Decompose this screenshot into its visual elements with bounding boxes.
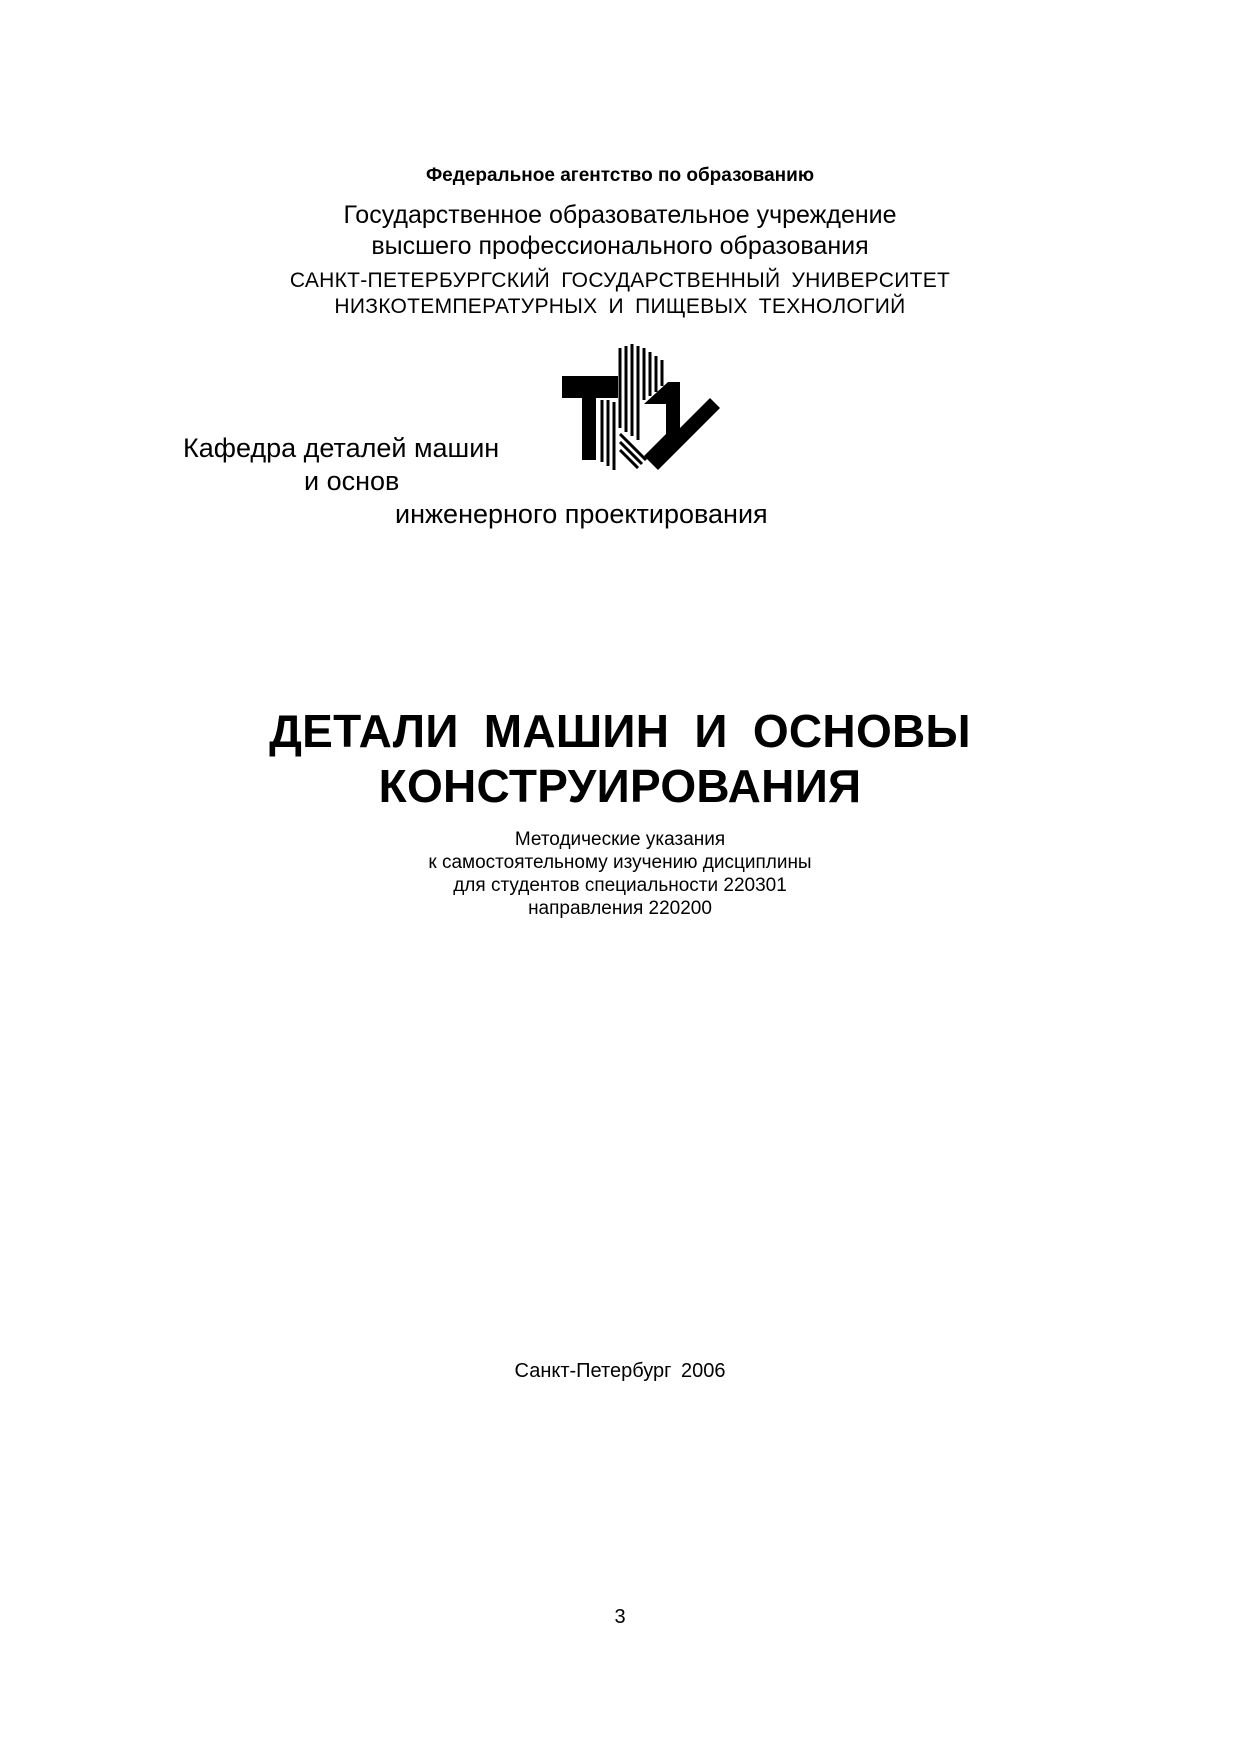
city-year: Санкт-Петербург 2006 [514,1360,726,1382]
subtitle-line-1: Методические указания [514,829,726,850]
document-title [0,704,1240,814]
agency-name: Федеральное агентство по образованию [425,165,815,186]
university-line-1: САНКТ-ПЕТЕРБУРГСКИЙ ГОСУДАРСТВЕННЫЙ УНИВЕРСИТЕТ [289,269,951,292]
subtitle-line-3: для студентов специальности 220301 [453,875,787,896]
page-number: 3 [614,1606,626,1628]
subtitle-line-2: к самостоятельному изучению дисциплины [428,852,812,873]
document-subtitle [0,828,1240,920]
department-line-2: и основ [304,466,400,496]
institution-line-1: Государственное образовательное учреждение [343,201,897,229]
university-name [0,268,1240,320]
subtitle-line-4: направления 220200 [528,898,712,919]
university-line-2: НИЗКОТЕМПЕРАТУРНЫХ И ПИЩЕВЫХ ТЕХНОЛОГИЙ [334,295,906,318]
title-line-2: КОНСТРУИРОВАНИЯ [378,760,862,812]
institution-name [0,200,1240,262]
department-line-3: инженерного проектирования [395,499,768,529]
title-line-1: ДЕТАЛИ МАШИН И ОСНОВЫ [269,705,971,757]
university-emblem-icon [548,342,740,478]
institution-line-2: высшего профессионального образования [371,232,869,260]
department-line-1: Кафедра деталей машин [183,433,500,463]
